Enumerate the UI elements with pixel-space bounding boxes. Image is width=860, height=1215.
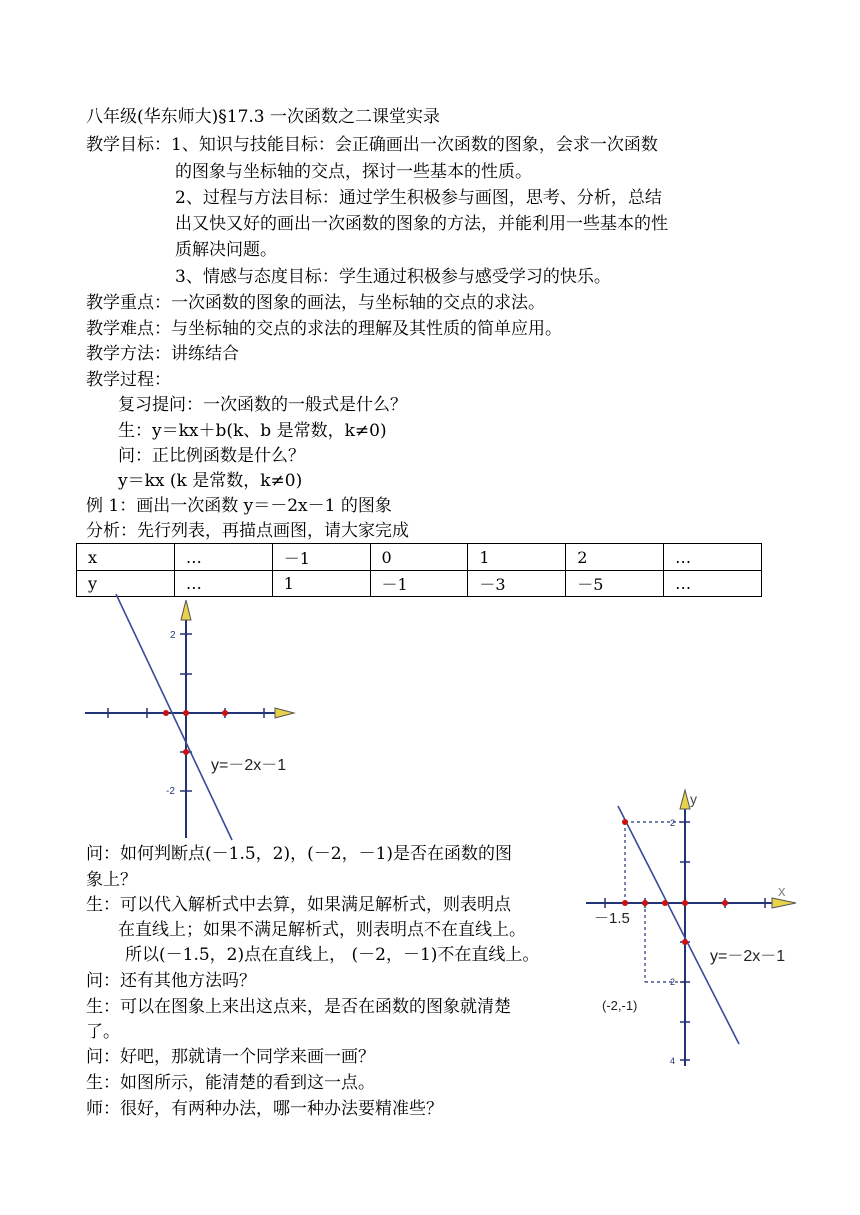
example-1: 例 1：画出一次函数 y＝－2x－1 的图象 (86, 496, 392, 516)
table-row-y (77, 571, 762, 597)
table-cell: －3 (468, 571, 566, 597)
point-marker (722, 900, 728, 906)
function-graph-2 (584, 782, 810, 1072)
difficulty: 教学难点：与坐标轴的交点的求法的理解及其性质的简单应用。 (86, 319, 562, 339)
dialogue-line: 问：好吧，那就请一个同学来画一画？ (86, 1047, 375, 1067)
point-marker (222, 710, 228, 716)
table-cell: 1 (468, 544, 566, 571)
point-marker (622, 900, 628, 906)
table-cell: 1 (272, 571, 370, 597)
answer-2: y＝kx (k 是常数，k≠0) (118, 471, 303, 491)
dialogue-line: 问：还有其他方法吗？ (86, 971, 256, 991)
analysis: 分析：先行列表，再描点画图，请大家完成 (86, 521, 409, 541)
table-cell: 2 (566, 544, 664, 571)
tick-label-neg2: -2 (166, 786, 175, 797)
table-row-x (77, 544, 762, 571)
table-cell: … (174, 571, 272, 597)
dialogue-line: 师：很好，有两种办法，哪一种办法要精准些？ (86, 1099, 443, 1119)
table-cell: －1 (272, 544, 370, 571)
goal-line-6: 3、情感与态度目标：学生通过积极参与感受学习的快乐。 (175, 267, 611, 287)
point-marker (682, 900, 688, 906)
key-point: 教学重点：一次函数的图象的画法，与坐标轴的交点的求法。 (86, 293, 545, 313)
dialogue-line: 象上？ (86, 870, 137, 890)
function-graph-1 (80, 594, 310, 842)
dialogue-line: 所以(－1.5，2)点在直线上， (－2，－1)不在直线上。 (125, 945, 540, 965)
table-cell: 0 (370, 544, 468, 571)
equation-label: y=－2x－1 (211, 757, 287, 774)
point-marker (183, 710, 189, 716)
doc-title: 八年级(华东师大)§17.3 一次函数之二课堂实录 (86, 107, 441, 127)
tick-label-neg4: 4 (670, 1056, 676, 1066)
student-answer-1: 生：y＝kx＋b(k、b 是常数，k≠0) (118, 421, 387, 441)
y-axis-arrow-icon (181, 600, 191, 620)
point-marker (662, 900, 668, 906)
method: 教学方法：讲练结合 (86, 344, 239, 364)
table-cell: －1 (370, 571, 468, 597)
question-2: 问：正比例函数是什么？ (118, 446, 305, 466)
point-marker (682, 939, 688, 945)
x-axis-arrow-icon (275, 708, 294, 718)
point-marker (642, 900, 648, 906)
table-cell: … (664, 571, 762, 597)
tick-label-neg2: 2 (670, 977, 676, 987)
table-cell: … (174, 544, 272, 571)
point-label: (-2,-1) (602, 998, 638, 1013)
tick-label-2: 2 (670, 818, 676, 828)
dialogue-line: 问：如何判断点(－1.5，2)，(－2，－1)是否在函数的图 (86, 844, 513, 864)
dialogue-line: 生：可以代入解析式中去算，如果满足解析式，则表明点 (86, 895, 511, 915)
y-axis-arrow-icon (680, 790, 690, 809)
point-marker (622, 819, 628, 825)
table-cell: －5 (566, 571, 664, 597)
goal-line-4: 出又快又好的画出一次函数的图象的方法，并能利用一些基本的性 (175, 214, 668, 234)
point-marker (163, 710, 169, 716)
goal-line-1: 教学目标：1、知识与技能目标：会正确画出一次函数的图象，会求一次函数 (86, 135, 658, 155)
dialogue-line: 在直线上；如果不满足解析式，则表明点不在直线上。 (118, 920, 526, 940)
y-axis-label: y (690, 791, 697, 807)
x-marker-label: －1.5 (594, 910, 630, 927)
table-cell: … (664, 544, 762, 571)
value-table (76, 543, 762, 597)
x-axis-label: x (778, 883, 786, 900)
review-question: 复习提问：一次函数的一般式是什么？ (118, 395, 407, 415)
dialogue-line: 了。 (86, 1022, 120, 1042)
process-heading: 教学过程： (86, 370, 171, 390)
table-cell: x (77, 544, 175, 571)
table-cell: y (77, 571, 175, 597)
equation-label: y=－2x－1 (710, 948, 786, 965)
dialogue-line: 生：如图所示，能清楚的看到这一点。 (86, 1073, 375, 1093)
goal-line-3: 2、过程与方法目标：通过学生积极参与画图，思考、分析，总结 (175, 188, 662, 208)
goal-line-5: 质解决问题。 (175, 240, 277, 260)
point-marker (183, 749, 189, 755)
goal-line-2: 的图象与坐标轴的交点，探讨一些基本的性质。 (175, 162, 532, 182)
dialogue-line: 生：可以在图象上来出这点来，是否在函数的图象就清楚 (86, 997, 511, 1017)
tick-label-2: 2 (170, 630, 176, 641)
